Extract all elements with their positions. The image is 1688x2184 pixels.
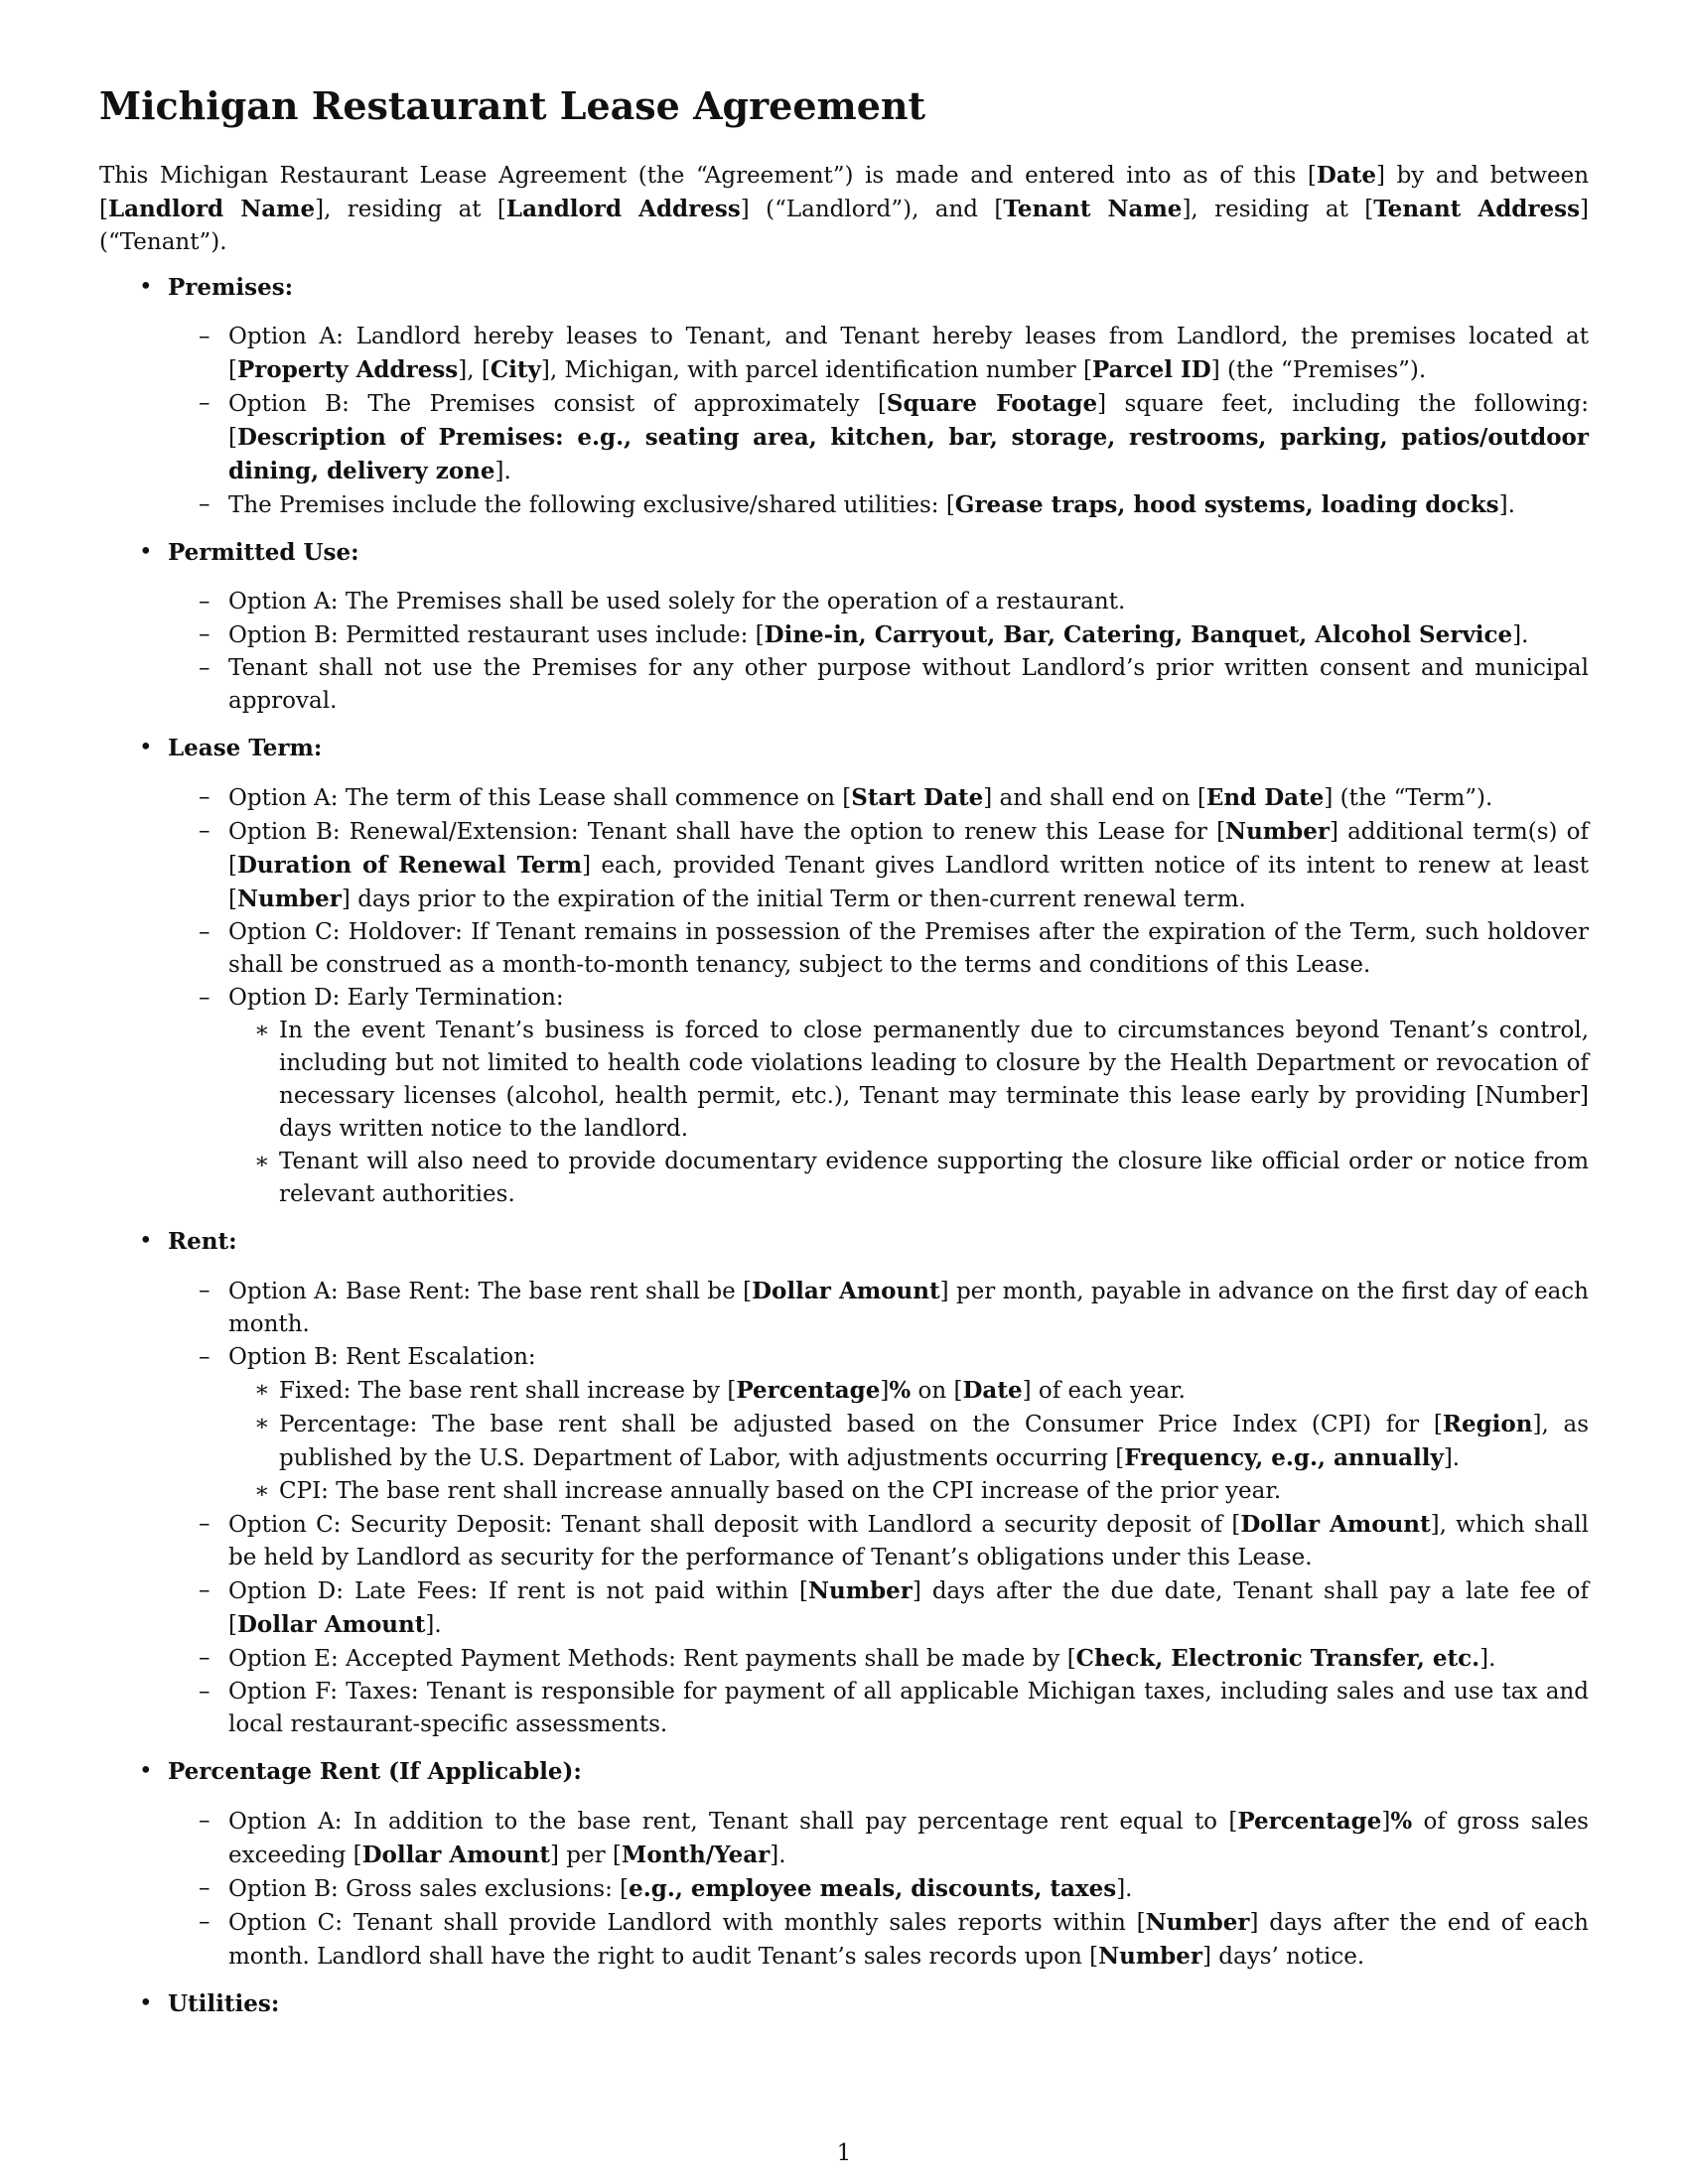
placeholder-field: e.g., employee meals, discounts, taxes [629,1874,1117,1902]
text-run: ] per month, payable in advance on the first day of each month. [228,1278,1589,1337]
dash-bullet-icon: – [199,490,211,517]
option-item [168,618,1589,652]
placeholder-field: Landlord Name [107,195,316,222]
text-run: ]. [770,1842,786,1868]
text-run: on [ [911,1377,963,1404]
placeholder-field: % [889,1376,912,1404]
placeholder-field: City [490,355,541,383]
option-item [168,982,1589,1211]
text-run: ] days’ notice. [1202,1943,1365,1970]
option-item [168,321,1589,387]
option-item [168,781,1589,815]
section-title: Permitted Use: [168,538,359,566]
text-run: of gross sales exceeding [ [228,1808,1589,1868]
text-run: Tenant shall not use the Premises for any other purpose without Landlord’s prior written consent and municipal approval. [228,654,1589,714]
section-list [99,271,1589,2020]
section [99,732,1589,1211]
text-run: ], Michigan, with parcel identification number [ [540,356,1092,383]
text-run: ], residing at [ [1182,196,1374,222]
section-title: Premises: [168,273,294,301]
dash-bullet-icon: – [199,783,211,810]
section [99,271,1589,522]
placeholder-field: Number [236,885,342,912]
text-run: ]. [425,1611,442,1638]
dash-bullet-icon: – [199,620,211,647]
sub-option-item [228,1475,1589,1508]
option-list [168,1805,1589,1974]
text-run: This Michigan Restaurant Lease Agreement (the “Agreement”) is made and entered into as of this [ [99,162,1317,189]
section-title: Utilities: [168,1989,280,2017]
placeholder-field: Month/Year [621,1841,771,1868]
option-item [168,1508,1589,1574]
text-run: The Premises include the following exclusive/shared utilities: [ [228,491,955,518]
placeholder-field: Number [807,1576,913,1604]
text-run: Percentage: The base rent shall be adjusted based on the Consumer Price Index (CPI) for [ [279,1411,1443,1437]
dash-bullet-icon: – [199,918,211,945]
text-run: ] [880,1377,890,1404]
sub-option-list [228,1015,1589,1211]
option-item [168,1574,1589,1642]
placeholder-field: % [1390,1807,1413,1835]
section [99,536,1589,718]
placeholder-field: Tenant Address [1373,195,1581,222]
dash-bullet-icon: – [199,654,211,681]
dash-bullet-icon: – [199,588,211,614]
asterisk-bullet-icon: ∗ [254,1148,270,1174]
option-item [168,1275,1589,1341]
text-run: ], [ [458,356,491,383]
option-item [168,815,1589,916]
text-run: Option E: Accepted Payment Methods: Rent payments shall be made by [ [228,1645,1076,1672]
placeholder-field: Number [1145,1908,1250,1936]
placeholder-field: Dollar Amount [236,1610,426,1638]
placeholder-field: Date [962,1376,1023,1404]
text-run: Option A: The Premises shall be used solely for the operation of a restaurant. [228,588,1126,614]
text-run: ] each, provided Tenant gives Landlord written notice of its intent to renew at least [ [228,852,1589,912]
page-number: 1 [836,2140,852,2166]
dash-bullet-icon: – [199,1510,211,1537]
text-run: ], as published by the U.S. Department of Labor, with adjustments occurring [ [279,1411,1589,1471]
text-run: Option B: Renewal/Extension: Tenant shall have the option to renew this Lease for [ [228,818,1226,845]
option-list [168,586,1589,718]
bullet-icon: • [139,1227,153,1254]
text-run: Option C: Tenant shall provide Landlord with monthly sales reports within [ [228,1909,1146,1936]
option-item [168,916,1589,982]
text-run: ]. [1479,1645,1496,1672]
placeholder-field: Number [1225,817,1330,845]
placeholder-field: Landlord Address [505,195,741,222]
dash-bullet-icon: – [199,1644,211,1671]
option-item [168,1676,1589,1741]
document-page [99,83,1589,2037]
placeholder-field: Grease traps, hood systems, loading docks [954,490,1499,518]
text-run: ] days after the due date, Tenant shall pay a late fee of [ [228,1577,1590,1638]
option-list [168,1275,1589,1741]
text-run: ] additional term(s) of [ [228,818,1589,879]
section [99,1755,1589,1974]
text-run: Option C: Security Deposit: Tenant shall deposit with Landlord a security deposit of [ [228,1511,1241,1538]
text-run: ] and shall end on [ [983,784,1206,811]
dash-bullet-icon: – [199,817,211,844]
bullet-icon: • [139,538,153,565]
text-run: ], which shall be held by Landlord as security for the performance of Tenant’s obligations under this Lease. [228,1511,1589,1570]
dash-bullet-icon: – [199,1576,211,1603]
placeholder-field: Tenant Name [1003,195,1183,222]
dash-bullet-icon: – [199,1343,211,1370]
asterisk-bullet-icon: ∗ [254,1017,270,1043]
text-run: ]. [1116,1875,1133,1902]
text-run: Option A: Landlord hereby leases to Tenant, and Tenant hereby leases from Landlord, the premises located at [ [228,323,1589,383]
text-run: ], residing at [ [315,196,506,222]
text-run: In the event Tenant’s business is forced to close permanently due to circumstances beyond Tenant’s control, including but not limited to health code violations leading to closure by the Health Department or revocation of necessary licenses (alcohol, health permit, etc.), Tenant may terminate this lease early by providing [Number] days written notice to the landlord. [279,1017,1589,1142]
placeholder-field: Dine-in, Carryout, Bar, Catering, Banquet, Alcohol Service [764,620,1513,648]
placeholder-field: Date [1316,161,1377,189]
section-title: Rent: [168,1227,237,1255]
text-run: ] [1381,1808,1391,1835]
placeholder-field: Parcel ID [1091,355,1211,383]
text-run: ] days prior to the expiration of the initial Term or then-current renewal term. [341,886,1246,912]
section [99,1987,1589,2020]
placeholder-field: Start Date [851,783,984,811]
placeholder-field: Percentage [736,1376,881,1404]
placeholder-field: Region [1442,1410,1533,1437]
placeholder-field: Duration of Renewal Term [236,851,583,879]
text-run: Option F: Taxes: Tenant is responsible for payment of all applicable Michigan taxes, including sales and use tax and local restaurant-specific assessments. [228,1678,1589,1737]
text-run: ] square feet, including the following: [ [228,390,1589,451]
text-run: Option A: The term of this Lease shall commence on [ [228,784,852,811]
text-run: ]. [1498,491,1515,518]
placeholder-field: Check, Electronic Transfer, etc. [1075,1644,1480,1672]
placeholder-field: Percentage [1237,1807,1382,1835]
text-run: Option A: Base Rent: The base rent shall be [ [228,1278,753,1304]
option-item [168,387,1589,488]
placeholder-field: Square Footage [886,389,1098,417]
option-list [168,781,1589,1211]
bullet-icon: • [139,734,153,760]
dash-bullet-icon: – [199,1807,211,1834]
intro-paragraph [99,159,1589,259]
text-run: Option B: Rent Escalation: [228,1343,536,1370]
text-run: Tenant will also need to provide documentary evidence supporting the closure like official order or notice from relevant authorities. [279,1148,1589,1207]
text-run: Option D: Late Fees: If rent is not paid within [ [228,1577,808,1604]
bullet-icon: • [139,1757,153,1784]
bullet-icon: • [139,273,153,300]
text-run: ] per [ [549,1842,622,1868]
text-run: ]. [1443,1444,1461,1471]
asterisk-bullet-icon: ∗ [254,1376,270,1403]
text-run: Option B: Permitted restaurant uses include: [ [228,621,765,648]
dash-bullet-icon: – [199,389,211,416]
dash-bullet-icon: – [199,1678,211,1705]
text-run: ]. [1512,621,1529,648]
section-title: Percentage Rent (If Applicable): [168,1757,582,1785]
asterisk-bullet-icon: ∗ [254,1477,270,1504]
option-item [168,488,1589,522]
section [99,1225,1589,1741]
dash-bullet-icon: – [199,984,211,1011]
placeholder-field: End Date [1205,783,1325,811]
sub-option-list [228,1374,1589,1508]
option-list [168,321,1589,522]
dash-bullet-icon: – [199,1874,211,1901]
option-item [168,586,1589,618]
text-run: ]. [494,458,511,484]
placeholder-field: Frequency, e.g., annually [1124,1443,1444,1471]
bullet-icon: • [139,1989,153,2016]
placeholder-field: Description of Premises: e.g., seating area, kitchen, bar, storage, restrooms, parking, patios/outdoor dining, delivery zone [228,423,1589,484]
text-run: Option B: The Premises consist of approximately [ [228,390,887,417]
text-run: Option C: Holdover: If Tenant remains in possession of the Premises after the expiration of the Term, such holdover shall be construed as a month-to-month tenancy, subject to the terms and conditions of this Lease. [228,918,1589,978]
option-item [168,1642,1589,1676]
dash-bullet-icon: – [199,1277,211,1303]
text-run: ] days after the end of each month. Landlord shall have the right to audit Tenant’s sales records upon [ [228,1909,1589,1970]
text-run: ] (the “Premises”). [1210,356,1427,383]
option-item [168,1341,1589,1508]
sub-option-item [228,1146,1589,1211]
dash-bullet-icon: – [199,1908,211,1935]
option-item [168,1906,1589,1974]
sub-option-item [228,1408,1589,1475]
text-run: ] (“Landlord”), and [ [740,196,1004,222]
text-run: ] (the “Term”). [1324,784,1493,811]
placeholder-field: Number [1098,1942,1203,1970]
placeholder-field: Dollar Amount [752,1277,940,1304]
dash-bullet-icon: – [199,323,211,349]
text-run: Option D: Early Termination: [228,984,564,1011]
placeholder-field: Property Address [236,355,459,383]
text-run: Option A: In addition to the base rent, Tenant shall pay percentage rent equal to [ [228,1808,1238,1835]
option-item [168,652,1589,718]
text-run: Fixed: The base rent shall increase by [ [279,1377,737,1404]
text-run: ] of each year. [1022,1377,1186,1404]
sub-option-item [228,1374,1589,1408]
text-run: CPI: The base rent shall increase annually based on the CPI increase of the prior year. [279,1477,1282,1504]
document-title: Michigan Restaurant Lease Agreement [99,83,926,128]
text-run: ] (“Tenant”). [99,196,1590,255]
placeholder-field: Dollar Amount [1240,1510,1431,1538]
text-run: ] by and between [ [99,162,1590,222]
sub-option-item [228,1015,1589,1146]
section-title: Lease Term: [168,734,323,761]
text-run: Option B: Gross sales exclusions: [ [228,1875,630,1902]
option-item [168,1805,1589,1872]
placeholder-field: Dollar Amount [361,1841,550,1868]
option-item [168,1872,1589,1906]
asterisk-bullet-icon: ∗ [254,1410,270,1436]
